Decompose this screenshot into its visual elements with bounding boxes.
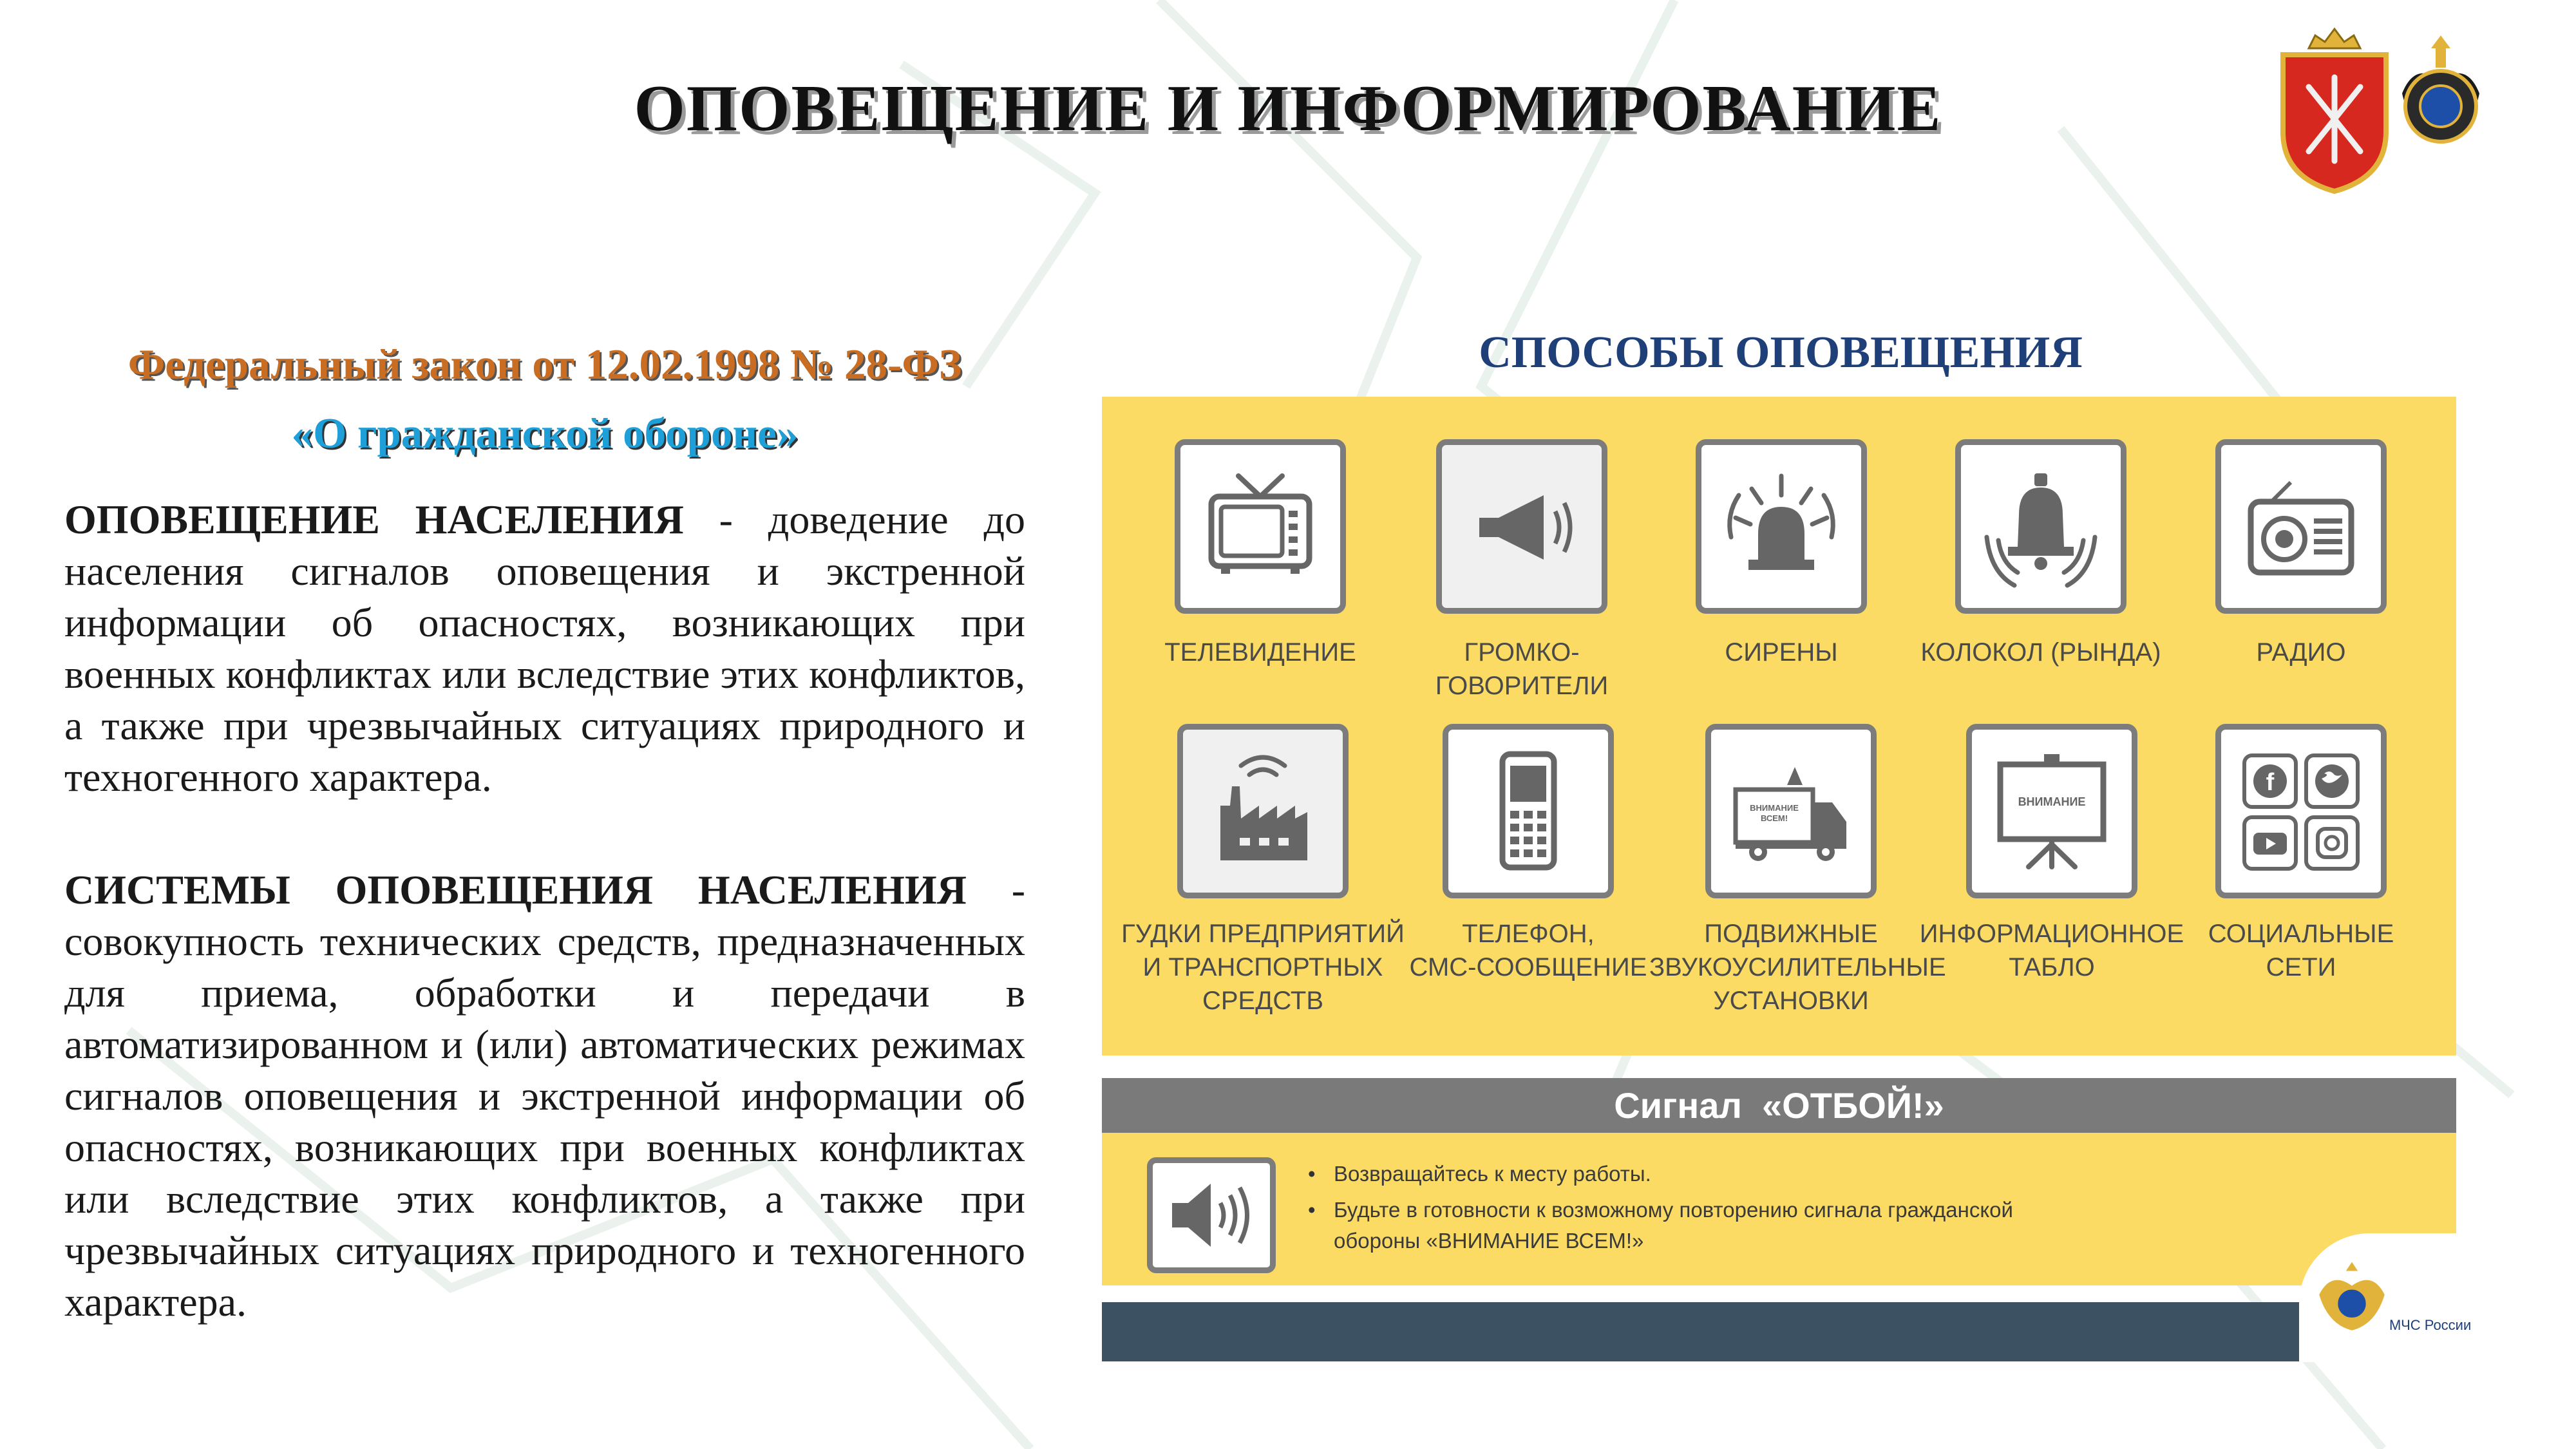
definition-systems: [64, 864, 1025, 1328]
method-label: РАДИО: [2256, 638, 2346, 667]
radio-icon: [2233, 457, 2369, 596]
mchs-logo-icon: [2313, 1259, 2391, 1336]
speaker-icon: [1153, 1163, 1270, 1267]
methods-heading: СПОСОБЫ ОПОВЕЩЕНИЯ: [1479, 328, 2083, 377]
loudspeaker-icon: [1454, 457, 1590, 596]
definition-term: СИСТЕМЫ ОПОВЕЩЕНИЯ НАСЕЛЕНИЯ: [64, 867, 967, 913]
tv-icon: [1192, 457, 1329, 596]
instagram-icon: [2318, 829, 2346, 857]
tula-coat-of-arms-icon: [2283, 29, 2386, 191]
footer-bar: [1102, 1302, 2456, 1361]
mchs-label: МЧС России: [2389, 1317, 2472, 1333]
siren-icon: [1713, 457, 1850, 596]
definition-text: - доведение до населения сигналов оповещения и экстренной информации об опасностях, возникающих при военных конфликтах или вследствие этих конфликтов, а также при чрезвычайных ситуациях природного и техногенного характера.: [64, 497, 1025, 800]
left-column: [64, 340, 1025, 1328]
method-label: ПОДВИЖНЫЕ ЗВУКОУСИЛИТЕЛЬНЫЕ УСТАНОВКИ: [1649, 920, 1946, 1015]
otboy-instruction: • Будьте в готовности к возможному повторению сигнала гражданской обороны «ВНИМАНИЕ ВСЕМ!»: [1308, 1195, 2042, 1256]
info-board-icon: [1984, 741, 2120, 881]
truck-sign-line1: ВНИМАНИЕ: [1750, 803, 1799, 813]
definition-notification: [64, 494, 1025, 803]
method-label: КОЛОКОЛ (РЫНДА): [1920, 638, 2161, 667]
mchs-corner: [2299, 1233, 2472, 1362]
definition-text: - совокупность технических средств, предназначенных для приема, обработки и передачи в автоматизированном и (или) автоматических режимах сигналов оповещения и экстренной информации об опасностях, возникающих при военных конфликтах или вследствие этих конфликтов, а также при чрезвычайных ситуациях природного и техногенного характера.: [64, 867, 1025, 1325]
otboy-instructions: [1308, 1159, 2042, 1262]
bell-icon: [1973, 457, 2109, 596]
truck-icon: [1723, 741, 1859, 881]
mchs-emblem-icon: [2402, 35, 2479, 142]
emblems: [2270, 23, 2486, 196]
method-label: ТЕЛЕВИДЕНИЕ: [1164, 638, 1356, 667]
board-sign: ВНИМАНИЕ: [2018, 795, 2086, 808]
definition-term: ОПОВЕЩЕНИЕ НАСЕЛЕНИЯ: [64, 497, 684, 542]
method-label: ИНФОРМАЦИОННОЕ ТАБЛО: [1919, 920, 2184, 981]
method-label: ГРОМКО- ГОВОРИТЕЛИ: [1435, 638, 1609, 700]
page-title: ОПОВЕЩЕНИЕ И ИНФОРМИРОВАНИЕ: [634, 72, 1942, 145]
method-label: СОЦИАЛЬНЫЕ СЕТИ: [2208, 920, 2394, 981]
social-networks-icon: [2233, 741, 2369, 881]
otboy-title: Сигнал «ОТБОЙ!»: [1102, 1078, 2456, 1133]
svg-text:f: f: [2266, 769, 2275, 796]
methods-panel: [1102, 397, 2456, 1056]
otboy-panel: [1102, 1133, 2456, 1285]
phone-icon: [1460, 741, 1596, 881]
method-label: ГУДКИ ПРЕДПРИЯТИЙ И ТРАНСПОРТНЫХ СРЕДСТВ: [1121, 920, 1405, 1015]
truck-sign-line2: ВСЕМ!: [1760, 813, 1788, 823]
law-title: «О гражданской обороне»: [291, 410, 799, 457]
otboy-instruction: • Возвращайтесь к месту работы.: [1308, 1159, 2042, 1189]
method-label: ТЕЛЕФОН, СМС-СООБЩЕНИЕ: [1409, 920, 1647, 981]
factory-horn-icon: [1195, 741, 1331, 881]
method-label: СИРЕНЫ: [1725, 638, 1838, 667]
law-reference: Федеральный закон от 12.02.1998 № 28-ФЗ: [128, 341, 962, 388]
